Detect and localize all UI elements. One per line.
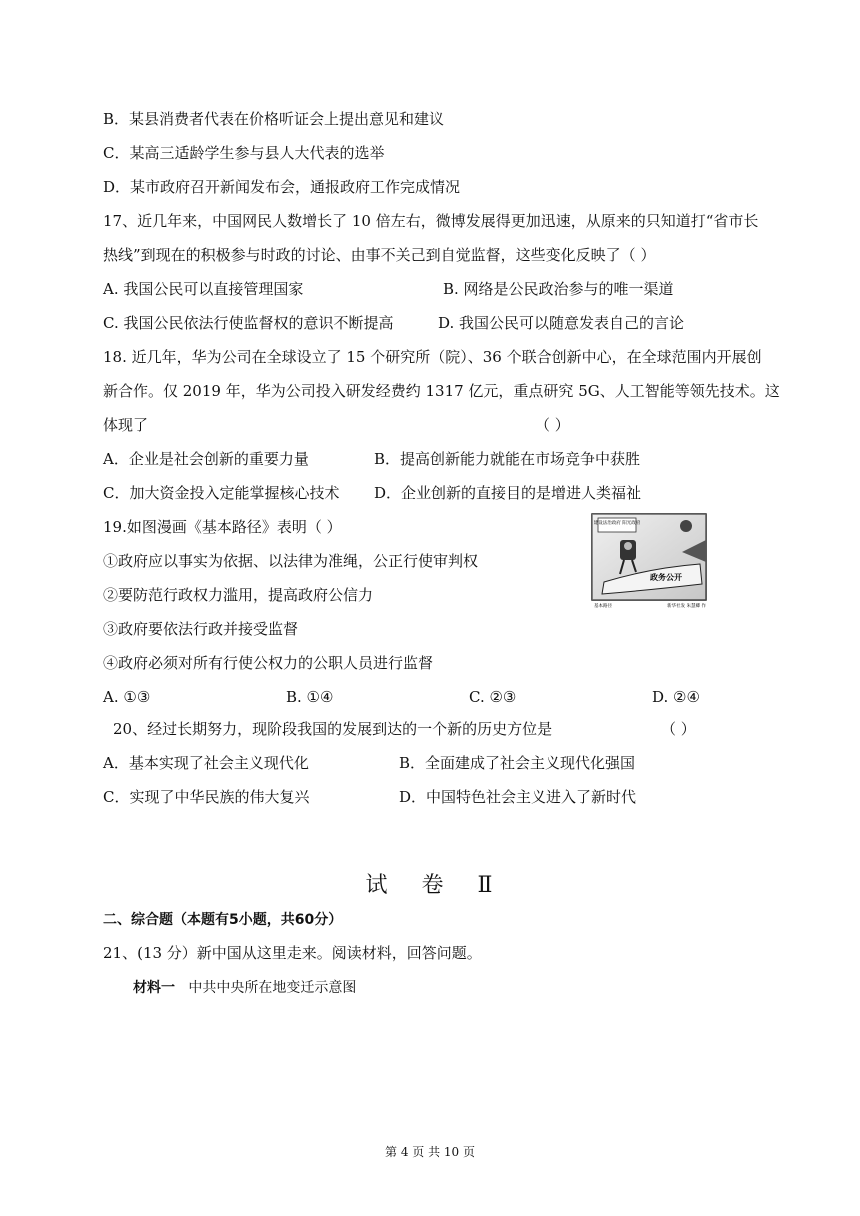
cartoon-illustration xyxy=(590,512,712,608)
option-d: D. ②④ xyxy=(652,688,700,706)
question-20-stem: 20、经过长期努力，现阶段我国的发展到达的一个新的历史方位是 xyxy=(113,720,553,738)
option-d: D．企业创新的直接目的是增进人类福祉 xyxy=(374,484,642,502)
question-18-stem: 体现了 xyxy=(103,416,149,434)
option-c: C. ②③ xyxy=(469,688,517,706)
statement-1: ①政府应以事实为依据、以法律为准绳，公正行使审判权 xyxy=(103,552,479,570)
page-footer: 第 4 页 共 10 页 xyxy=(385,1145,475,1159)
cartoon-banner-text: 政务公开 xyxy=(650,573,682,582)
question-18-stem: 18. 近几年，华为公司在全球设立了 15 个研究所（院）、36 个联合创新中心，在全球范围内开展创 xyxy=(103,348,762,366)
option-line: C．某高三适龄学生参与县人大代表的选举 xyxy=(103,144,385,162)
option-a: A. 我国公民可以直接管理国家 xyxy=(103,280,304,298)
option-c: C．加大资金投入定能掌握核心技术 xyxy=(103,484,340,502)
question-18-stem: 新合作。仅 2019 年，华为公司投入研发经费约 1317 亿元，重点研究 5G、人工智能等领先技术。这 xyxy=(103,382,780,400)
option-line: B．某县消费者代表在价格听证会上提出意见和建议 xyxy=(103,110,445,128)
option-b: B．全面建成了社会主义现代化强国 xyxy=(399,754,636,772)
answer-paren: （ ） xyxy=(661,720,696,738)
section-heading: 二、综合题（本题有5小题，共60分） xyxy=(103,912,343,928)
material-heading: 材料一 中共中央所在地变迁示意图 xyxy=(133,980,357,996)
question-17-stem: 热线”到现在的积极参与时政的讨论、由事不关己到自觉监督，这些变化反映了（ ） xyxy=(103,246,656,264)
part-2-title: 试 卷 Ⅱ xyxy=(365,873,495,898)
question-19-stem: 19.如图漫画《基本路径》表明（ ） xyxy=(103,518,342,536)
statement-3: ③政府要依法行政并接受监督 xyxy=(103,620,299,638)
option-d: D．中国特色社会主义进入了新时代 xyxy=(399,788,637,806)
option-b: B．提高创新能力就能在市场竞争中获胜 xyxy=(374,450,641,468)
answer-paren: （ ） xyxy=(535,416,570,434)
option-a: A．基本实现了社会主义现代化 xyxy=(103,754,309,772)
option-a: A. ①③ xyxy=(103,688,151,706)
cartoon-sign-text: 建设法治政府 阳光政府 xyxy=(593,521,641,526)
question-17-stem: 17、近几年来，中国网民人数增长了 10 倍左右，微博发展得更加迅速，从原来的只知道打“省市长 xyxy=(103,212,759,230)
option-d: D. 我国公民可以随意发表自己的言论 xyxy=(438,314,685,332)
option-c: C．实现了中华民族的伟大复兴 xyxy=(103,788,310,806)
option-a: A．企业是社会创新的重要力量 xyxy=(103,450,309,468)
cartoon-caption-left: 基本路径 xyxy=(594,604,612,608)
option-b: B. ①④ xyxy=(286,688,334,706)
statement-2: ②要防范行政权力滥用，提高政府公信力 xyxy=(103,586,374,604)
option-line: D．某市政府召开新闻发布会，通报政府工作完成情况 xyxy=(103,178,461,196)
option-c: C. 我国公民依法行使监督权的意识不断提高 xyxy=(103,314,394,332)
option-b: B. 网络是公民政治参与的唯一渠道 xyxy=(443,280,674,298)
cartoon-caption-right: 新华社发 朱慧卿 作 xyxy=(667,604,706,608)
question-21-stem: 21、(13 分）新中国从这里走来。阅读材料，回答问题。 xyxy=(103,944,482,962)
statement-4: ④政府必须对所有行使公权力的公职人员进行监督 xyxy=(103,654,434,672)
